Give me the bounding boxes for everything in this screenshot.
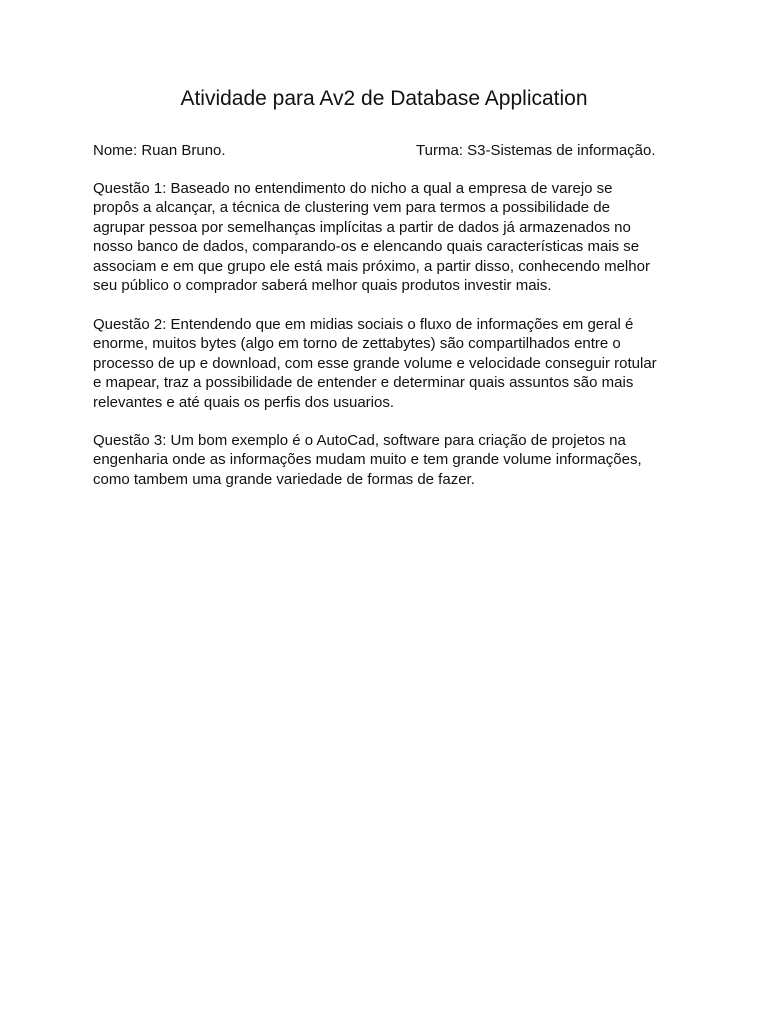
student-name: Nome: Ruan Bruno.	[93, 142, 226, 159]
paragraph-line: associam e em que grupo ele está mais próximo, a partir disso, conhecendo melhor	[93, 257, 650, 275]
paragraph-line: relevantes e até quais os perfis dos usuarios.	[93, 393, 395, 411]
paragraph-line: Questão 1: Baseado no entendimento do nicho a qual a empresa de varejo se	[93, 180, 613, 197]
question-1-paragraph	[93, 179, 693, 295]
paragraph-line: agrupar pessoa por semelhanças implícitas a partir de dados já armazenados no	[93, 218, 631, 236]
question-2-paragraph	[93, 315, 693, 412]
paragraph-line: enorme, muitos bytes (algo em torno de zettabytes) são compartilhados entre o	[93, 335, 621, 353]
document-title: Atividade para Av2 de Database Application	[180, 87, 588, 110]
paragraph-line: processo de up e download, com esse grande volume e velocidade conseguir rotular	[93, 354, 657, 372]
paragraph-line: propôs a alcançar, a técnica de clustering vem para termos a possibilidade de	[93, 199, 610, 217]
paragraph-line: como tambem uma grande variedade de formas de fazer.	[93, 470, 475, 488]
paragraph-line: seu público o comprador saberá melhor quais produtos investir mais.	[93, 277, 552, 295]
paragraph-line: Questão 3: Um bom exemplo é o AutoCad, software para criação de projetos na	[93, 432, 626, 449]
class-label: Turma: S3-Sistemas de informação.	[416, 142, 656, 159]
paragraph-line: Questão 2: Entendendo que em midias sociais o fluxo de informações em geral é	[93, 316, 634, 333]
paragraph-line: engenharia onde as informações mudam muito e tem grande volume informações,	[93, 451, 642, 469]
question-3-paragraph	[93, 431, 693, 489]
paragraph-line: e mapear, traz a possibilidade de entender e determinar quais assuntos são mais	[93, 374, 634, 392]
paragraph-line: nosso banco de dados, comparando-os e elencando quais características mais se	[93, 238, 640, 256]
